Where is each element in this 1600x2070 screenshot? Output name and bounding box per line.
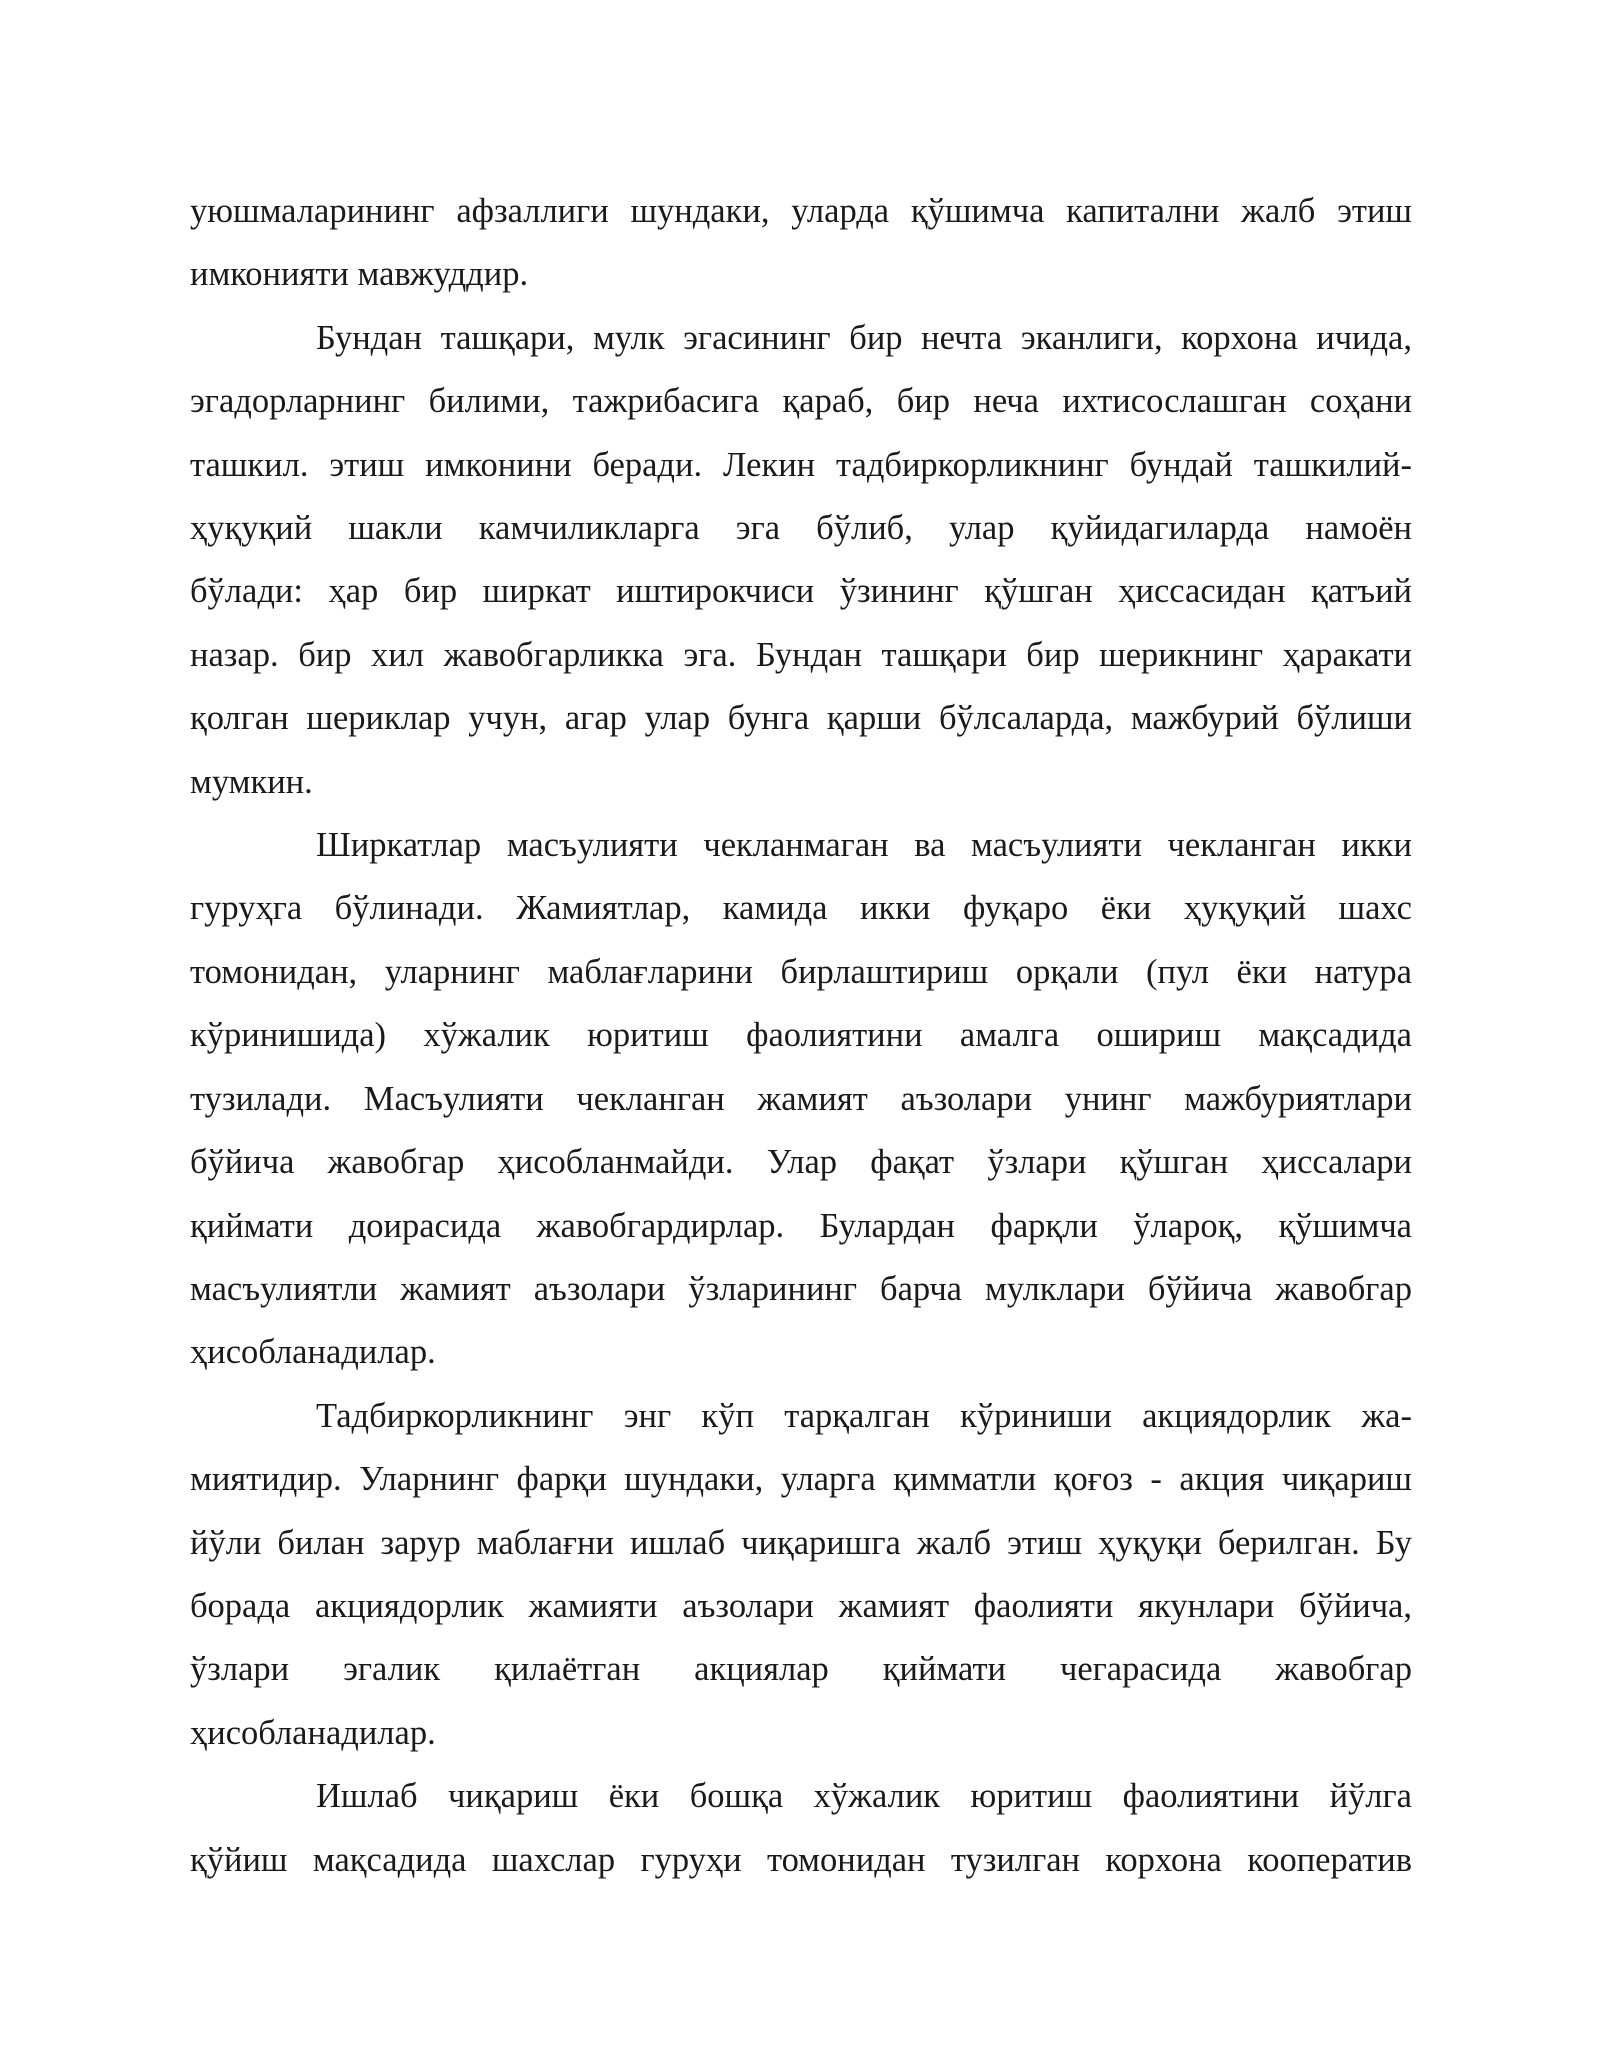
text-line: томонидан, уларнинг маблағларини бирлаштириш орқали (пул ёки натура [190,952,1412,991]
document-page [190,180,1412,1892]
paragraph-5 [190,1765,1412,1892]
text-line: ташкил. этиш имконини беради. Лекин тадбиркорликнинг бундай ташкилий- [190,445,1412,484]
paragraph-1 [190,180,1412,307]
text-line: Бундан ташқари, мулк эгасининг бир нечта эканлиги, корхона ичида, [316,318,1412,357]
text-line: ҳисобланадилар. [190,1333,436,1372]
text-line: назар. бир хил жавобгарликка эга. Бундан ташқари бир шерикнинг ҳаракати [190,635,1412,674]
paragraph-4 [190,1385,1412,1765]
text-line: тузилади. Масъулияти чекланган жамият аъзолари унинг мажбуриятлари [190,1079,1412,1118]
text-line: йўли билан зарур маблағни ишлаб чиқаришга жалб этиш ҳуқуқи берилган. Бу [190,1523,1412,1562]
text-line: гуруҳга бўлинади. Жамиятлар, камида икки фуқаро ёки ҳуқуқий шахс [190,889,1412,928]
text-line: бўлади: ҳар бир ширкат иштирокчиси ўзининг қўшган ҳиссасидан қатъий [190,572,1412,611]
paragraph-3 [190,814,1412,1385]
text-line: ҳуқуқий шакли камчиликларга эга бўлиб, улар қуйидагиларда намоён [190,509,1412,548]
text-line: ҳисобланадилар. [190,1713,436,1752]
text-line: ўзлари эгалик қилаётган акциялар қиймати чегарасида жавобгар [190,1650,1412,1689]
text-line: бўйича жавобгар ҳисобланмайди. Улар фақат ўзлари қўшган ҳиссалари [190,1143,1412,1182]
text-line: имконияти мавжуддир. [190,255,529,294]
text-line: Тадбиркорликнинг энг кўп тарқалган кўриниши акциядорлик жа- [316,1396,1412,1435]
text-line: қолган шериклар учун, агар улар бунга қарши бўлсаларда, мажбурий бўлиши [190,699,1412,738]
text-line: эгадорларнинг билими, тажрибасига қараб, бир неча ихтисослашган соҳани [190,382,1412,421]
text-line: мумкин. [190,762,313,801]
paragraph-2 [190,307,1412,814]
text-line: Ширкатлар масъулияти чекланмаган ва масъулияти чекланган икки [316,826,1412,865]
text-line: қиймати доирасида жавобгардирлар. Булардан фарқли ўлароқ, қўшимча [190,1206,1412,1245]
text-line: Ишлаб чиқариш ёки бошқа хўжалик юритиш фаолиятини йўлга [316,1777,1412,1816]
text-line: уюшмаларининг афзаллиги шундаки, уларда қўшимча капитални жалб этиш [190,192,1412,230]
text-line: қўйиш мақсадида шахслар гуруҳи томонидан тузилган корхона кооператив [190,1840,1412,1879]
text-line: миятидир. Уларнинг фарқи шундаки, уларга қимматли қоғоз - акция чиқариш [190,1460,1412,1499]
text-line: масъулиятли жамият аъзолари ўзларининг барча мулклари бўйича жавобгар [190,1269,1412,1308]
text-line: борада акциядорлик жамияти аъзолари жамият фаолияти якунлари бўйича, [190,1586,1412,1625]
text-line: кўринишида) хўжалик юритиш фаолиятини амалга ошириш мақсадида [190,1016,1412,1055]
